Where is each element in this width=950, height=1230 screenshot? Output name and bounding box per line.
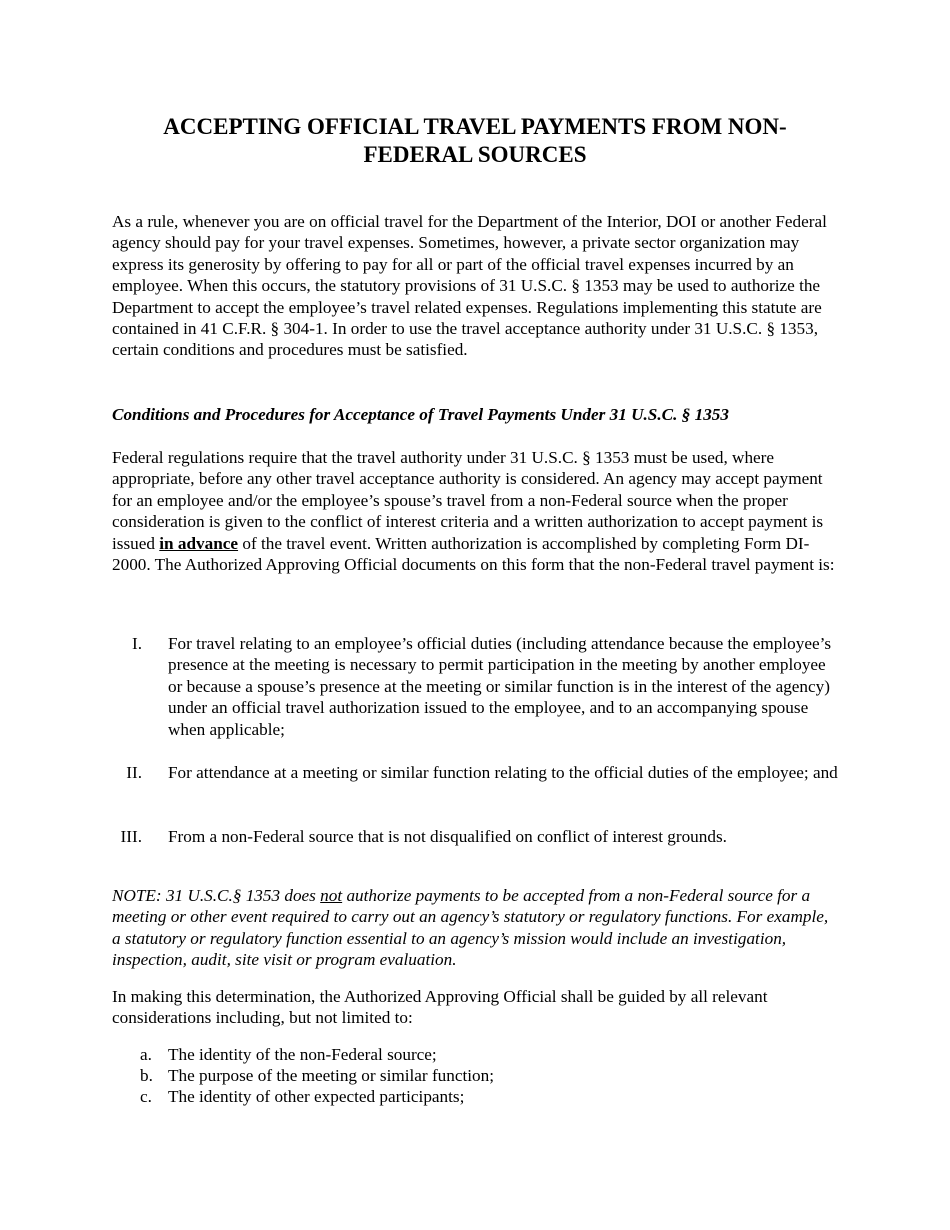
conditions-text-start: Federal regulations require that the travel authority under 31 U.S.C. § 1353 must be used, where appropriate, before any other travel acceptance authority is considered. An agency may accept payment for an employee and/or the employee’s spouse’s travel from a non-Federal source when the proper consideration is given to the conflict of interest criteria and a written authorization to accept payment is issued [112, 448, 824, 553]
list-item [112, 1086, 838, 1108]
list-item-letter: c. [140, 1087, 152, 1106]
note-paragraph [112, 885, 838, 971]
note-text-start: NOTE: 31 U.S.C.§ 1353 does [112, 886, 321, 905]
not-emphasis: not [320, 886, 343, 905]
list-item-text: From a non-Federal source that is not disqualified on conflict of interest grounds. [168, 827, 727, 846]
list-item [112, 1065, 838, 1087]
list-item-number: II. [126, 763, 142, 782]
list-item-text: For attendance at a meeting or similar function relating to the official duties of the employee; and [168, 763, 838, 782]
conditions-text-end: of the travel event. Written authorization is accomplished by completing Form DI-2000. The Authorized Approving Official documents on this form that the non-Federal travel payment is: [112, 533, 835, 575]
list-item-text: The purpose of the meeting or similar function; [168, 1066, 495, 1085]
list-item-letter: a. [140, 1045, 152, 1064]
list-item-text: The identity of other expected participants; [168, 1087, 465, 1106]
document-title: ACCEPTING OFFICIAL TRAVEL PAYMENTS FROM NON-FEDERAL SOURCES [163, 114, 787, 167]
section-heading: Conditions and Procedures for Acceptance of Travel Payments Under 31 U.S.C. § 1353 [112, 405, 729, 424]
list-item-text: The identity of the non-Federal source; [168, 1045, 437, 1064]
intro-paragraph: As a rule, whenever you are on official travel for the Department of the Interior, DOI or another Federal agency should pay for your travel expenses. Sometimes, however, a private sector organization may express its generosity by offering to pay for all or part of the official travel expenses incurred by an employee. When this occurs, the statutory provisions of 31 U.S.C. § 1353 may be used to authorize the Department to accept the employee’s travel related expenses. Regulations implementing this statute are contained in 41 C.F.R. § 304-1. In order to use the travel acceptance authority under 31 U.S.C. § 1353, certain conditions and procedures must be satisfied. [112, 212, 827, 360]
determination-paragraph: In making this determination, the Authorized Approving Official shall be guided by all relevant considerations including, but not limited to: [112, 987, 768, 1028]
list-item [112, 1044, 838, 1066]
list-item-number: I. [131, 634, 142, 653]
in-advance-emphasis: in advance [159, 533, 239, 553]
note-text-end: authorize payments to be accepted from a non-Federal source for a meeting or other event required to carry out an agency’s statutory or regulatory functions. For example, a statutory or regulatory function essential to an agency’s mission would include an investigation, inspection, audit, site visit or program evaluation. [112, 886, 829, 970]
list-item-number: III. [120, 827, 142, 846]
conditions-paragraph [112, 447, 838, 575]
list-item-letter: b. [140, 1066, 153, 1085]
list-item-text: For travel relating to an employee’s official duties (including attendance because the employee’s presence at the meeting is necessary to permit participation in the meeting by another employee or because a spouse’s presence at the meeting or similar function is in the interest of the agency) under an official travel authorization issued to the employee, and to an accompanying spouse when applicable; [168, 634, 832, 739]
